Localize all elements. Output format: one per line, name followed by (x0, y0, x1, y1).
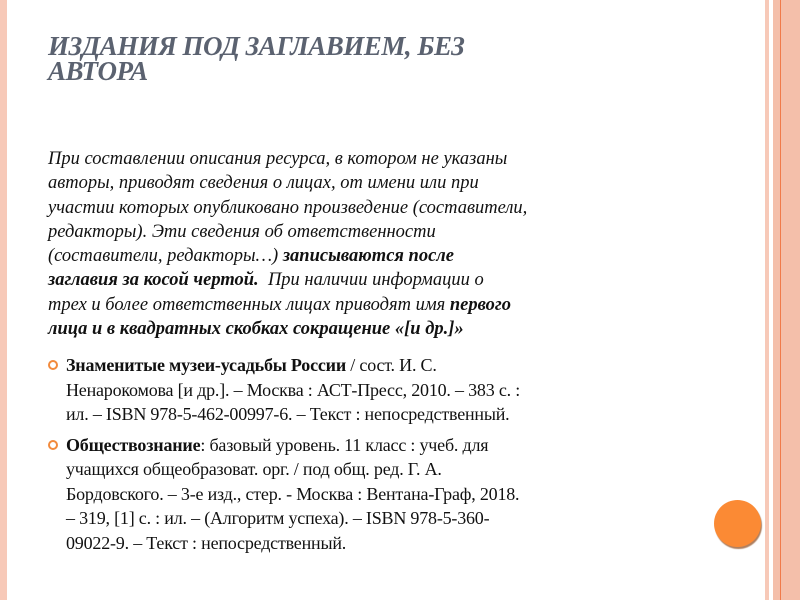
example-description: : базовый уровень. 11 класс : учеб. для учащихся общеобразоват. орг. / под общ. ред. Г. А. Бордовского. – 3-е изд., стер. - Москва : Вентана-Граф, 2018. – 319, [1] с. : ил. – (Алгоритм успеха). – ISBN 978-5-360- 09022-9. – Текст : непосредственный. (66, 434, 520, 553)
intro-emphasis: записываются после заглавия за косой чертой. (48, 246, 455, 291)
slide-title: ИЗДАНИЯ ПОД ЗАГЛАВИЕМ, БЕЗ АВТОРА (48, 31, 465, 86)
left-frame-border (0, 0, 7, 600)
example-title: Обществознание (66, 434, 201, 455)
intro-text: При наличии информации о трех и более ответственных лицах приводят имя (48, 270, 484, 315)
intro-text: При составлении описания ресурса, в котором не указаны авторы, приводят сведения о лицах, от имени или при участии которых опубликовано произведение (составители, редакторы). Эти сведения об ответственности (составители, редакторы…) (48, 149, 528, 267)
intro-paragraph (48, 147, 728, 341)
right-frame-band (773, 0, 800, 600)
list-item (48, 353, 738, 427)
bullet-icon (48, 440, 58, 450)
example-description: / сост. И. С. Ненарокомова [и др.]. – Москва : АСТ-Пресс, 2010. – 383 с. : ил. – ISBN 978-5-462-00997-6. – Текст : непосредственный. (66, 355, 521, 424)
example-list (48, 353, 738, 561)
intro-emphasis: первого лица и в квадратных скобках сокращение «[и др.]» (48, 294, 511, 340)
list-item (48, 433, 738, 556)
decorative-circle-icon (714, 500, 761, 547)
right-frame-stripe (765, 0, 769, 600)
right-frame-line (780, 0, 781, 600)
bullet-icon (48, 360, 58, 370)
example-title: Знаменитые музеи-усадьбы России (66, 355, 346, 375)
